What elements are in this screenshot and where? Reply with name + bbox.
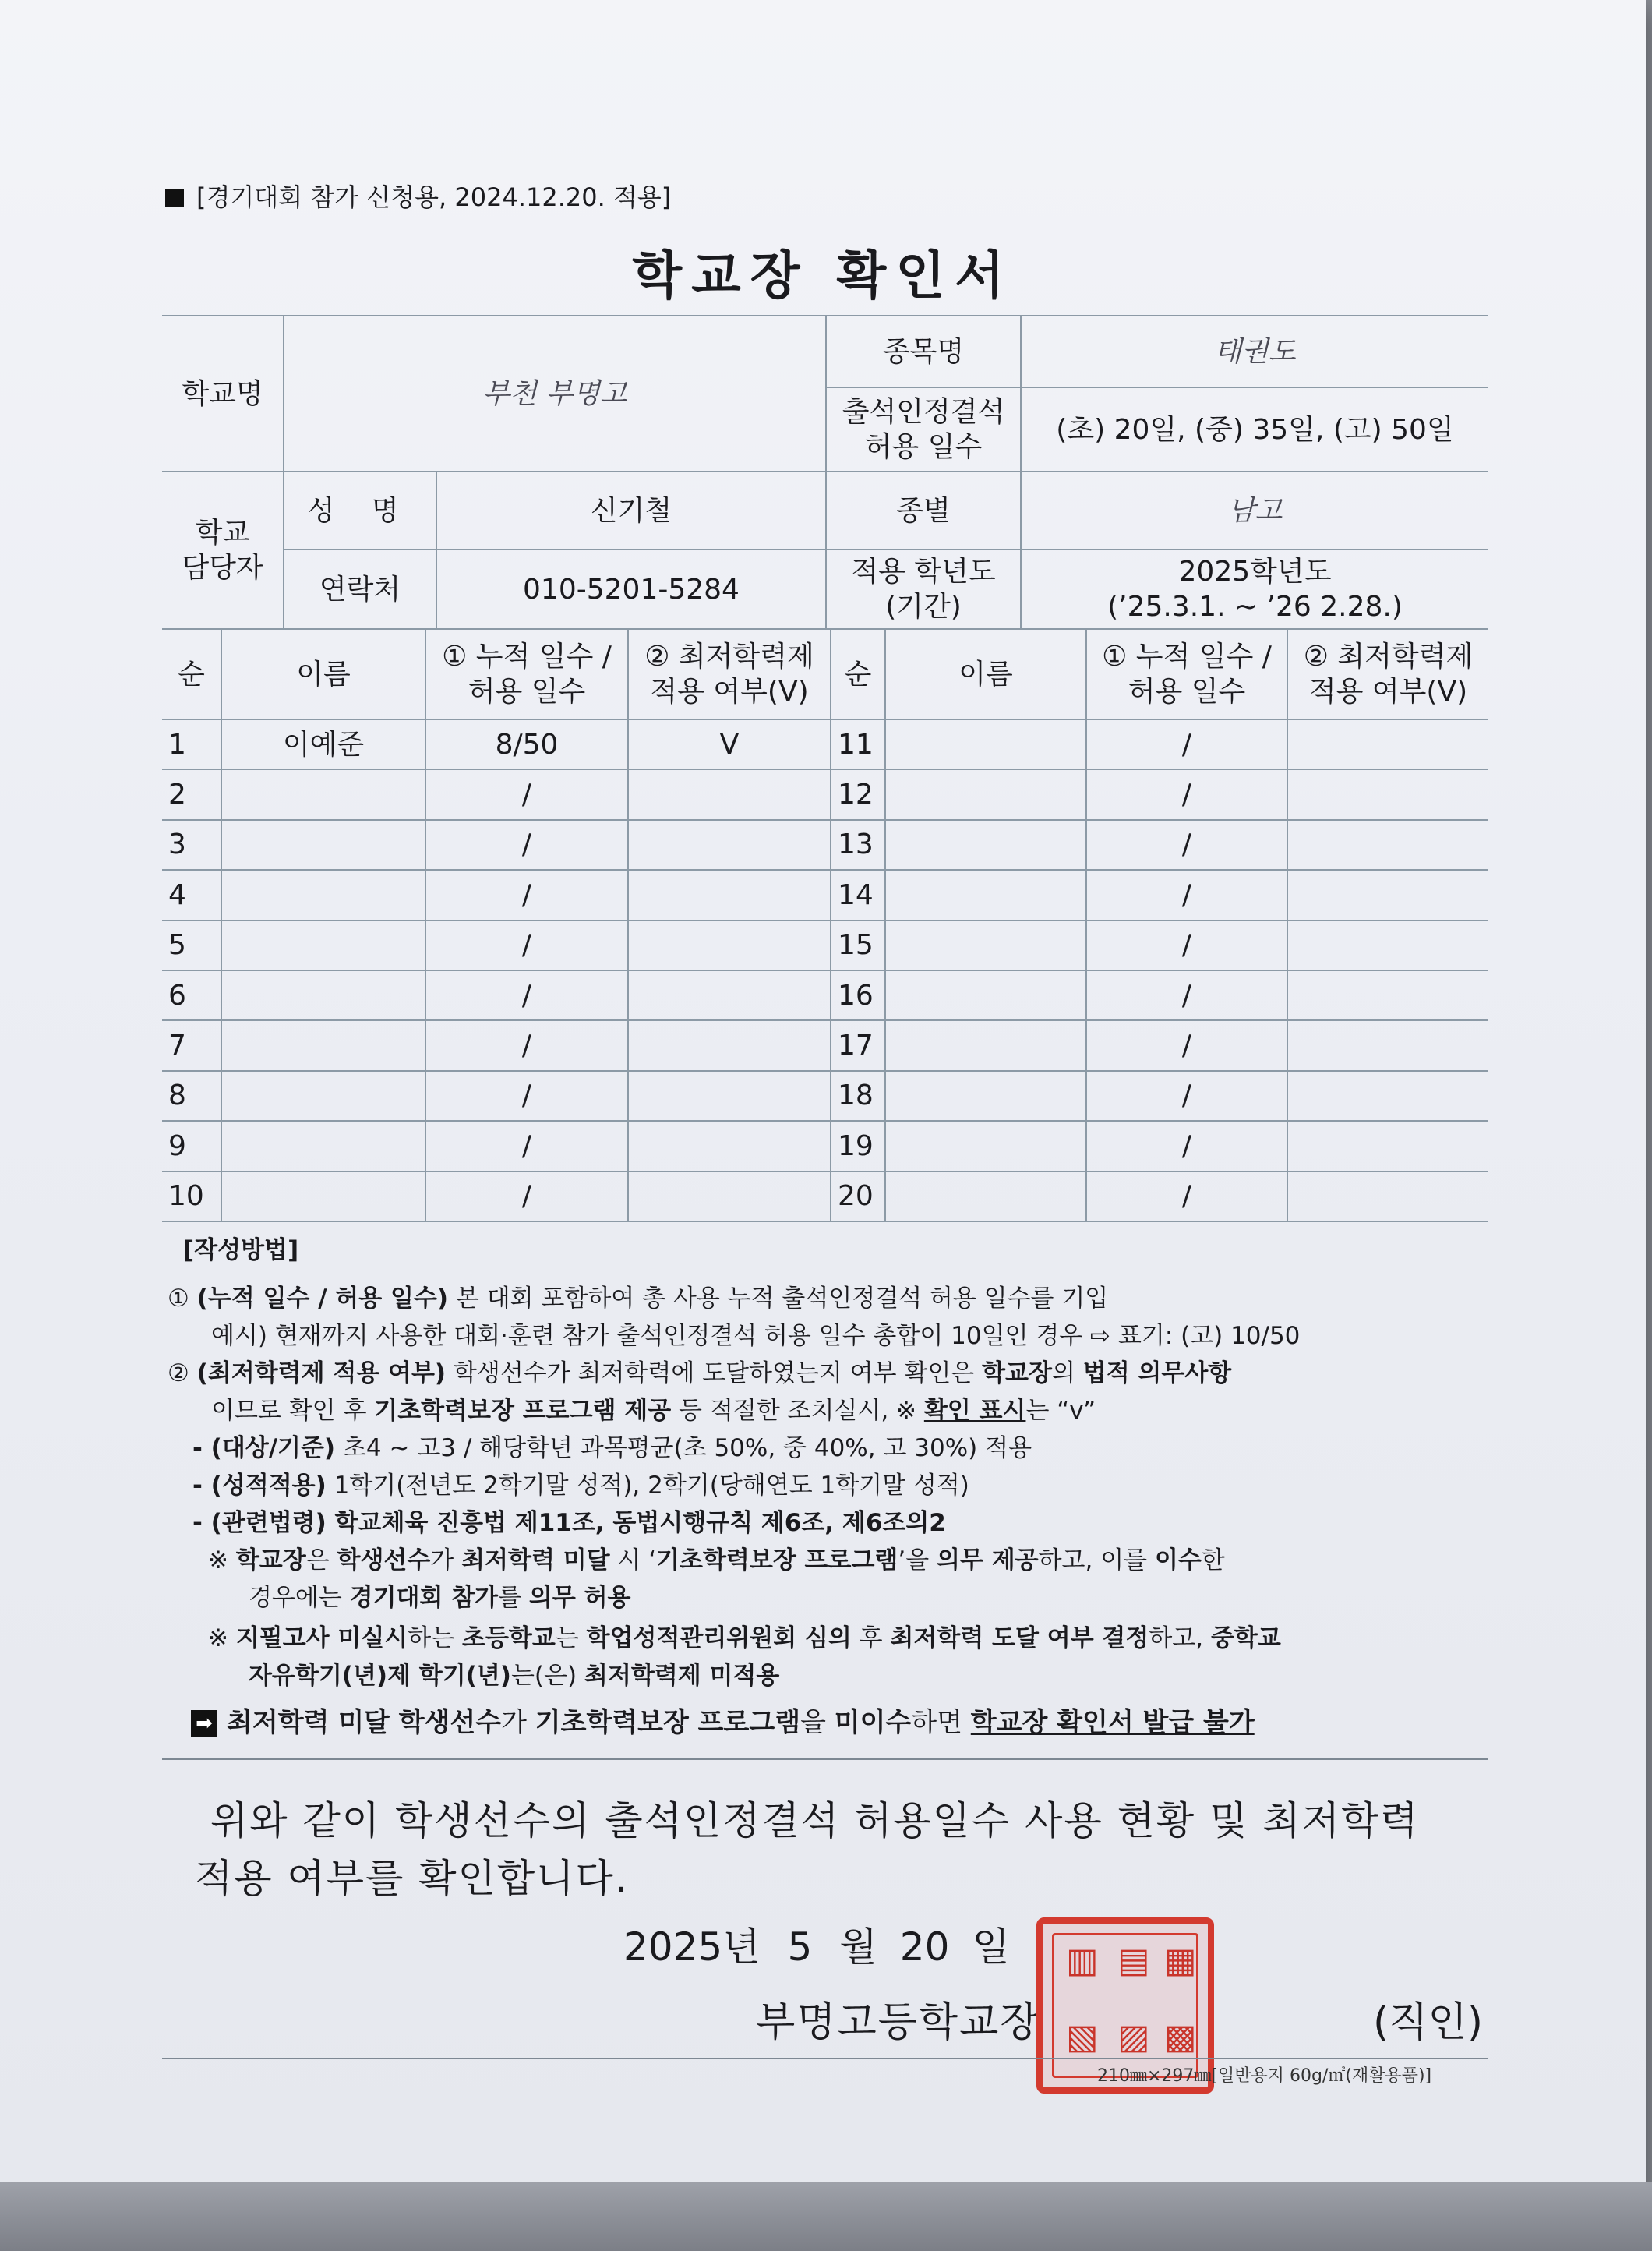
row-number: 12 (831, 769, 885, 819)
athlete-name (221, 970, 425, 1020)
absence-days: / (425, 870, 628, 920)
athlete-name: 이예준 (221, 719, 425, 769)
divider (162, 1758, 1488, 1760)
name-label: 성 명 (284, 472, 436, 549)
year-value: 2025학년도 (’25.3.1. ~ ’26 2.28.) (1021, 549, 1488, 629)
row-number: 6 (162, 970, 221, 1020)
remark-1: ※ 학교장은 학생선수가 최저학력 미달 시 ‘기초학력보장 프로그램’을 의무 제공하고, 이를 이수한 (208, 1546, 1225, 1574)
row-number: 19 (831, 1121, 885, 1171)
date: 2025년 5 월 20 일 (623, 1924, 1010, 1970)
name-value: 신기철 (436, 472, 826, 549)
detail-grade: - (성적적용) 1학기(전년도 2학기말 성적), 2학기(당해연도 1학기말 성적) (192, 1472, 969, 1500)
min-standard-check (1287, 1020, 1488, 1070)
table-row (162, 1171, 1488, 1221)
table-row (162, 921, 1488, 970)
school-label: 학교명 (162, 316, 284, 472)
detail-target: - (대상/기준) 초4 ~ 고3 / 해당학년 과목평균(초 50%, 중 40%, 고 30%) 적용 (192, 1434, 1032, 1462)
min-standard-check (1287, 1071, 1488, 1121)
min-standard-check (628, 870, 831, 920)
absence-days: / (1086, 1171, 1287, 1221)
row-number: 2 (162, 769, 221, 819)
table-row (162, 970, 1488, 1020)
remark-2: ※ 지필고사 미실시하는 초등학교는 학업성적관리위원회 심의 후 최저학력 도달 여부 결정하고, 중학교 (208, 1624, 1281, 1652)
statement-line-1: 위와 같이 학생선수의 출석인정결석 허용일수 사용 현황 및 최저학력 (210, 1798, 1420, 1843)
row-number: 4 (162, 870, 221, 920)
note-1: ① (누적 일수 / 허용 일수) 본 대회 포함하여 총 사용 누적 출석인정결석 허용 일수를 기입 (168, 1285, 1109, 1313)
absence-days: / (1086, 1020, 1287, 1070)
table-row (162, 719, 1488, 769)
absence-days: 8/50 (425, 719, 628, 769)
table-row (162, 1020, 1488, 1070)
roster-table (162, 628, 1488, 1222)
absence-days: / (1086, 719, 1287, 769)
contact-value: 010-5201-5284 (436, 549, 826, 629)
absence-days: / (425, 1071, 628, 1121)
col-min: ② 최저학력제 적용 여부(V) (628, 629, 831, 719)
table-row (162, 1071, 1488, 1121)
contact-label: 연락처 (284, 549, 436, 629)
remark-1-line-2: 경우에는 경기대회 참가를 의무 허용 (249, 1584, 631, 1612)
athlete-name (885, 1020, 1086, 1070)
athlete-name (885, 1171, 1086, 1221)
manager-label: 학교 담당자 (162, 472, 284, 629)
athlete-name (885, 769, 1086, 819)
absence-label: 출석인정결석 허용 일수 (826, 387, 1021, 472)
footer-rule (162, 2058, 1488, 2059)
row-number: 11 (831, 719, 885, 769)
statement-line-2: 적용 여부를 확인합니다. (195, 1856, 629, 1901)
min-standard-check (628, 1171, 831, 1221)
col-no: 순 (162, 629, 221, 719)
min-standard-check (628, 1121, 831, 1171)
paper-spec: 210㎜×297㎜[일반용지 60g/㎡(재활용품)] (1097, 2066, 1432, 2086)
square-bullet-icon (165, 189, 184, 207)
row-number: 16 (831, 970, 885, 1020)
row-number: 20 (831, 1171, 885, 1221)
table-row (162, 769, 1488, 819)
col-no: 순 (831, 629, 885, 719)
arrow-box-icon: ➡ (191, 1710, 217, 1737)
min-standard-check (1287, 719, 1488, 769)
athlete-name (885, 1071, 1086, 1121)
row-number: 9 (162, 1121, 221, 1171)
background-surface (0, 2182, 1652, 2251)
col-min: ② 최저학력제 적용 여부(V) (1287, 629, 1488, 719)
gender-value: 남고 (1021, 472, 1488, 549)
table-row (162, 870, 1488, 920)
athlete-name (885, 870, 1086, 920)
min-standard-check (628, 769, 831, 819)
absence-days: / (425, 970, 628, 1020)
row-number: 5 (162, 921, 221, 970)
event-label: 종목명 (826, 316, 1021, 387)
row-number: 7 (162, 1020, 221, 1070)
absence-days: / (425, 1171, 628, 1221)
athlete-name (221, 870, 425, 920)
event-value: 태권도 (1021, 316, 1488, 387)
final-warning: ➡ 최저학력 미달 학생선수가 기초학력보장 프로그램을 미이수하면 학교장 확인서 발급 불가 (191, 1704, 1255, 1741)
row-number: 13 (831, 820, 885, 870)
document-title: 학교장 확인서 (632, 246, 1014, 306)
athlete-name (221, 1171, 425, 1221)
remark-2-line-2: 자유학기(년)제 학기(년)는(은) 최저학력제 미적용 (249, 1662, 780, 1690)
min-standard-check: V (628, 719, 831, 769)
roster-header (162, 629, 1488, 719)
athlete-name (221, 1020, 425, 1070)
absence-days: / (425, 820, 628, 870)
note-1-example: 예시) 현재까지 사용한 대회·훈련 참가 출석인정결석 허용 일수 총합이 10일인 경우 ⇨ 표기: (고) 10/50 (211, 1322, 1301, 1350)
min-standard-check (1287, 1171, 1488, 1221)
min-standard-check (1287, 870, 1488, 920)
table-row (162, 820, 1488, 870)
min-standard-check (628, 820, 831, 870)
min-standard-check (628, 1071, 831, 1121)
min-standard-check (628, 921, 831, 970)
year-label: 적용 학년도 (기간) (826, 549, 1021, 629)
official-seal: ▥ ▤ ▦ ▧ ▨ ▩ (1036, 1917, 1214, 2094)
athlete-name (885, 719, 1086, 769)
header-note: [경기대회 참가 신청용, 2024.12.20. 적용] (165, 178, 671, 214)
absence-days: / (425, 1020, 628, 1070)
min-standard-check (628, 1020, 831, 1070)
row-number: 8 (162, 1071, 221, 1121)
athlete-name (221, 1121, 425, 1171)
absence-days: / (425, 921, 628, 970)
athlete-name (221, 769, 425, 819)
min-standard-check (1287, 921, 1488, 970)
athlete-name (221, 921, 425, 970)
absence-days: / (425, 769, 628, 819)
absence-days: / (1086, 769, 1287, 819)
min-standard-check (628, 970, 831, 1020)
table-row (162, 1121, 1488, 1171)
row-number: 3 (162, 820, 221, 870)
row-number: 18 (831, 1071, 885, 1121)
note-2-line-2: 이므로 확인 후 기초학력보장 프로그램 제공 등 적절한 조치실시, ※ 확인 표시는 “v” (211, 1397, 1096, 1425)
athlete-name (885, 1121, 1086, 1171)
col-name: 이름 (885, 629, 1086, 719)
athlete-name (885, 921, 1086, 970)
seal-label: (직인) (1373, 1999, 1484, 2046)
gender-label: 종별 (826, 472, 1021, 549)
absence-days: / (1086, 870, 1287, 920)
detail-law: - (관련법령) 학교체육 진흥법 제11조, 동법시행규칙 제6조, 제6조의2 (192, 1509, 946, 1537)
absence-days: / (1086, 921, 1287, 970)
school-value: 부천 부명고 (284, 316, 826, 472)
absence-days: / (1086, 1071, 1287, 1121)
absence-days: / (425, 1121, 628, 1171)
athlete-name (885, 970, 1086, 1020)
col-days: ① 누적 일수 / 허용 일수 (425, 629, 628, 719)
signer: 부명고등학교장 (756, 1999, 1041, 2046)
row-number: 14 (831, 870, 885, 920)
row-number: 10 (162, 1171, 221, 1221)
col-name: 이름 (221, 629, 425, 719)
min-standard-check (1287, 820, 1488, 870)
athlete-name (221, 1071, 425, 1121)
absence-value: (초) 20일, (중) 35일, (고) 50일 (1021, 387, 1488, 472)
absence-days: / (1086, 1121, 1287, 1171)
min-standard-check (1287, 970, 1488, 1020)
instructions-heading: [작성방법] (183, 1236, 299, 1264)
info-table (162, 315, 1488, 630)
athlete-name (221, 820, 425, 870)
min-standard-check (1287, 1121, 1488, 1171)
absence-days: / (1086, 970, 1287, 1020)
absence-days: / (1086, 820, 1287, 870)
note-2: ② (최저학력제 적용 여부) 학생선수가 최저학력에 도달하였는지 여부 확인은 학교장의 법적 의무사항 (168, 1359, 1232, 1387)
col-days: ① 누적 일수 / 허용 일수 (1086, 629, 1287, 719)
min-standard-check (1287, 769, 1488, 819)
row-number: 1 (162, 719, 221, 769)
row-number: 17 (831, 1020, 885, 1070)
row-number: 15 (831, 921, 885, 970)
athlete-name (885, 820, 1086, 870)
